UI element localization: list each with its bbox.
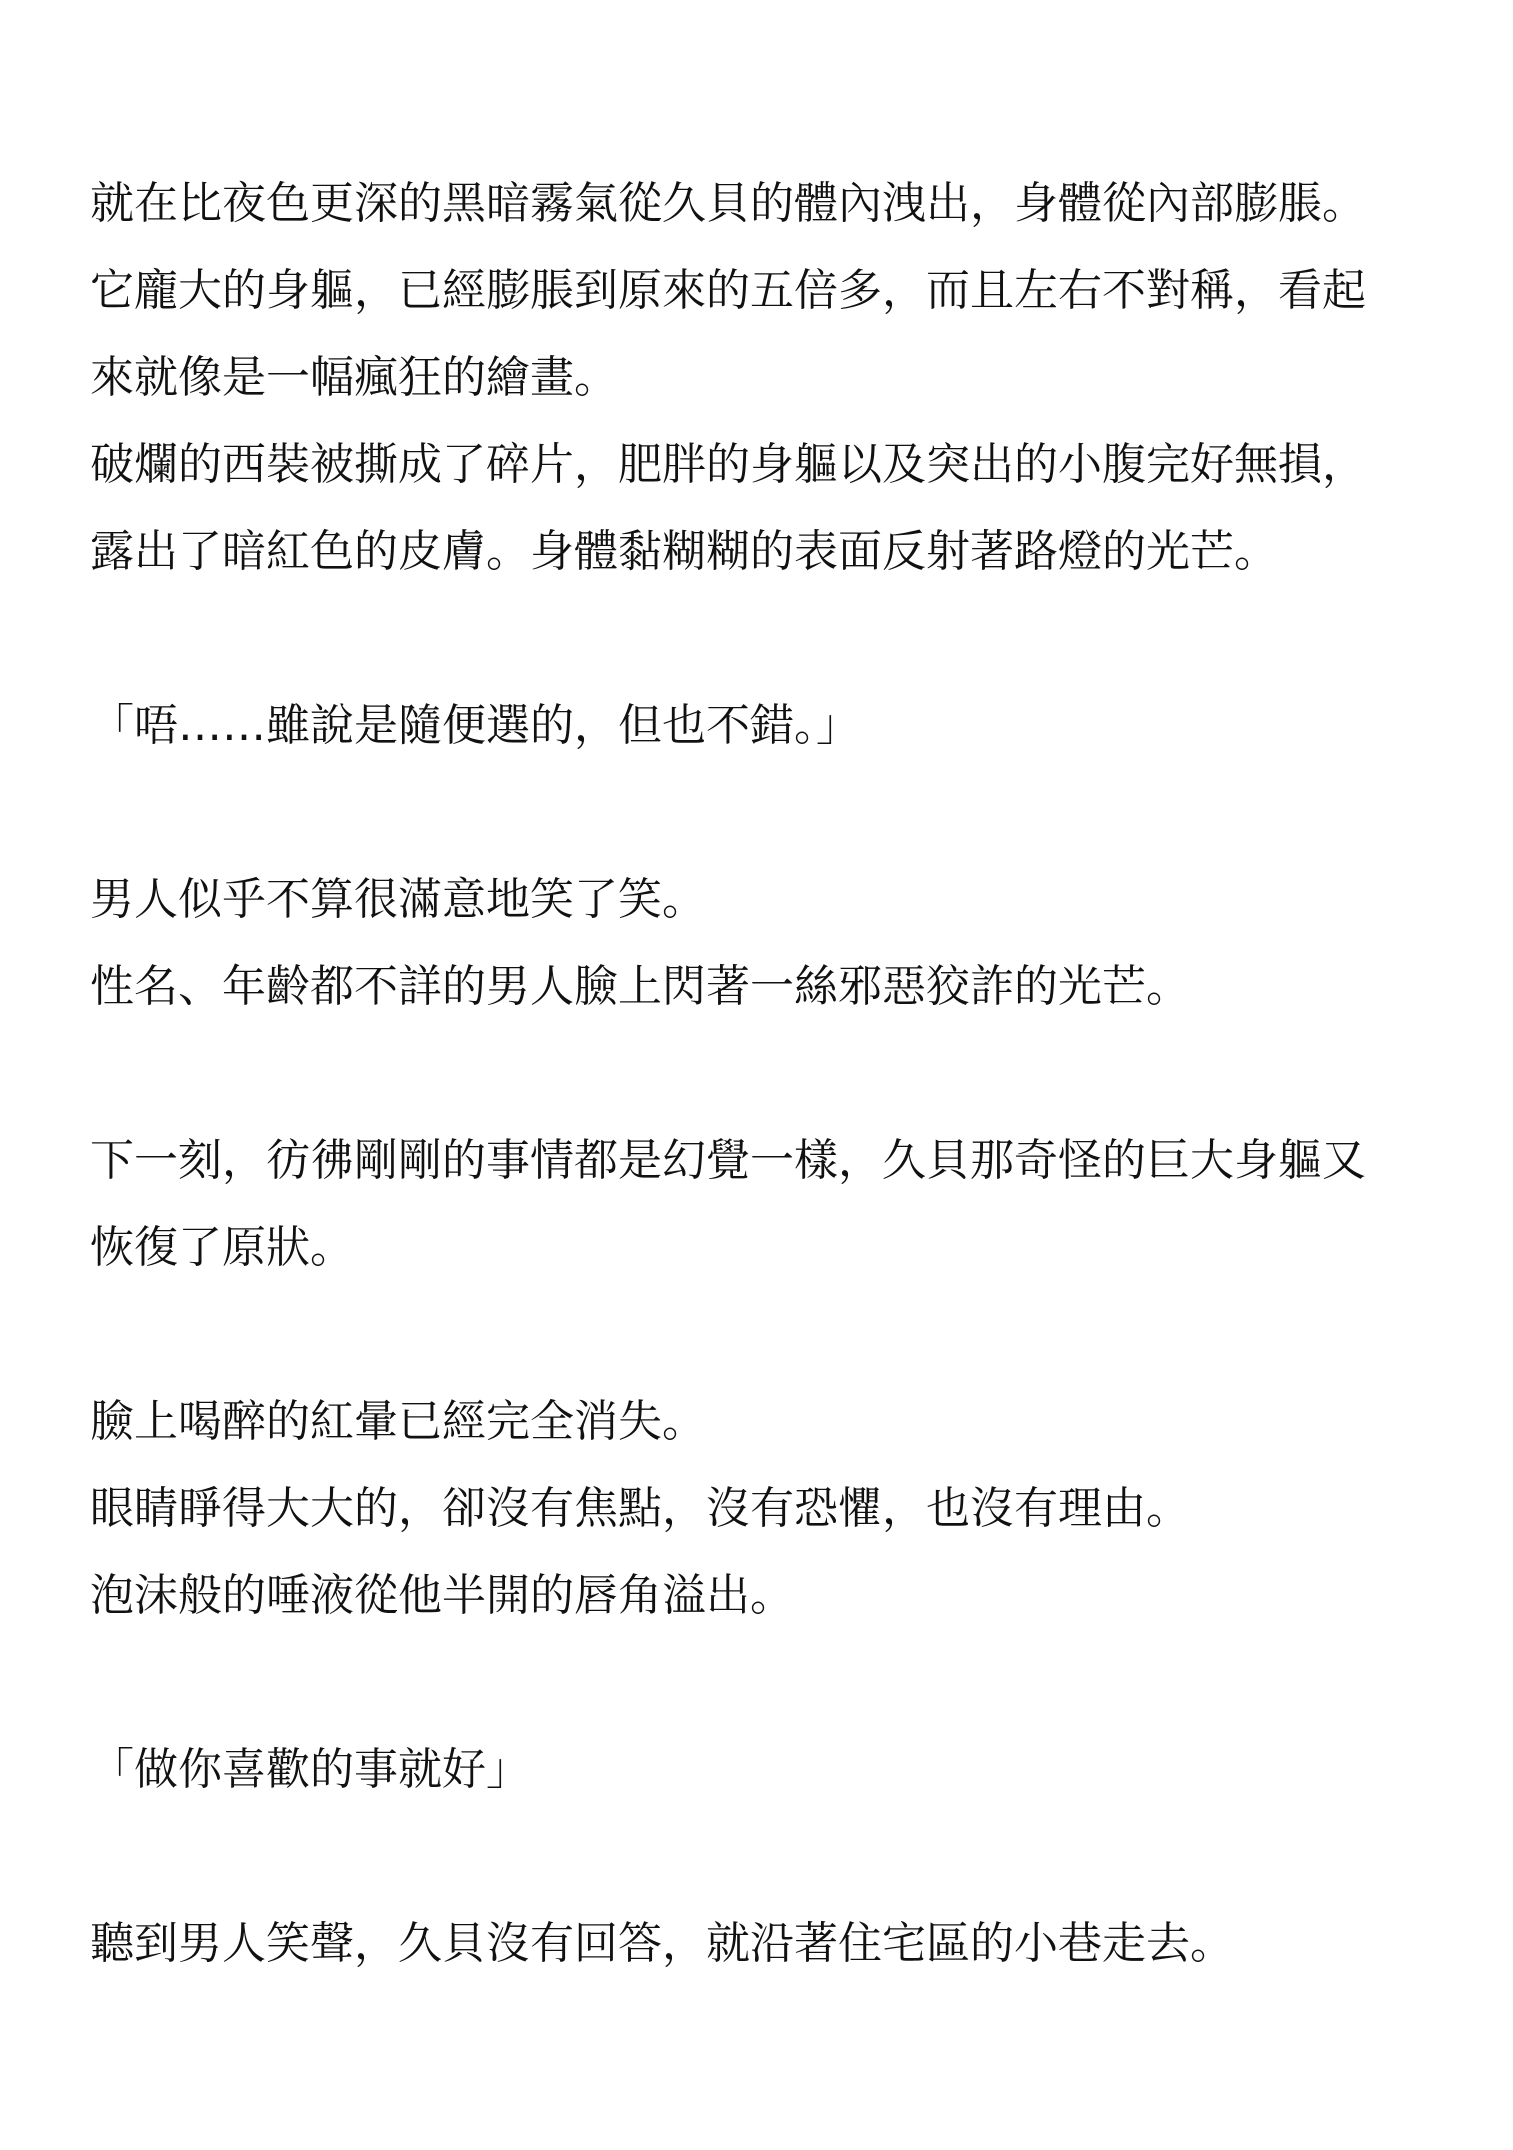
blank-line xyxy=(90,1639,1430,1726)
text-line: 眼睛睜得大大的，卻沒有焦點，沒有恐懼，也沒有理由。 xyxy=(90,1483,1190,1534)
text-line: 泡沫般的唾液從他半開的唇角溢出。 xyxy=(90,1570,794,1621)
text-line: 露出了暗紅色的皮膚。身體黏糊糊的表面反射著路燈的光芒。 xyxy=(90,526,1278,577)
text-line: 性名、年齡都不詳的男人臉上閃著一絲邪惡狡詐的光芒。 xyxy=(90,961,1190,1012)
text-line: 就在比夜色更深的黑暗霧氣從久貝的體內洩出，身體從內部膨脹。 xyxy=(90,178,1366,229)
blank-line xyxy=(90,1291,1430,1378)
blank-line xyxy=(90,595,1430,682)
blank-line xyxy=(90,769,1430,856)
blank-line xyxy=(90,1813,1430,1900)
text-line: 恢復了原狀。 xyxy=(90,1222,354,1273)
document-text xyxy=(90,160,1430,1987)
dialogue-line: 「唔……雖說是隨便選的，但也不錯。」 xyxy=(90,700,860,751)
blank-line xyxy=(90,1030,1430,1117)
text-line: 聽到男人笑聲，久貝沒有回答，就沿著住宅區的小巷走去。 xyxy=(90,1918,1234,1969)
text-line: 來就像是一幅瘋狂的繪畫。 xyxy=(90,352,618,403)
text-line: 破爛的西裝被撕成了碎片，肥胖的身軀以及突出的小腹完好無損， xyxy=(90,439,1366,490)
dialogue-line: 「做你喜歡的事就好」 xyxy=(90,1744,530,1795)
text-line: 它龐大的身軀，已經膨脹到原來的五倍多，而且左右不對稱，看起 xyxy=(90,265,1366,316)
text-line: 臉上喝醉的紅暈已經完全消失。 xyxy=(90,1396,706,1447)
text-line: 下一刻，彷彿剛剛的事情都是幻覺一樣，久貝那奇怪的巨大身軀又 xyxy=(90,1135,1366,1186)
text-line: 男人似乎不算很滿意地笑了笑。 xyxy=(90,874,706,925)
